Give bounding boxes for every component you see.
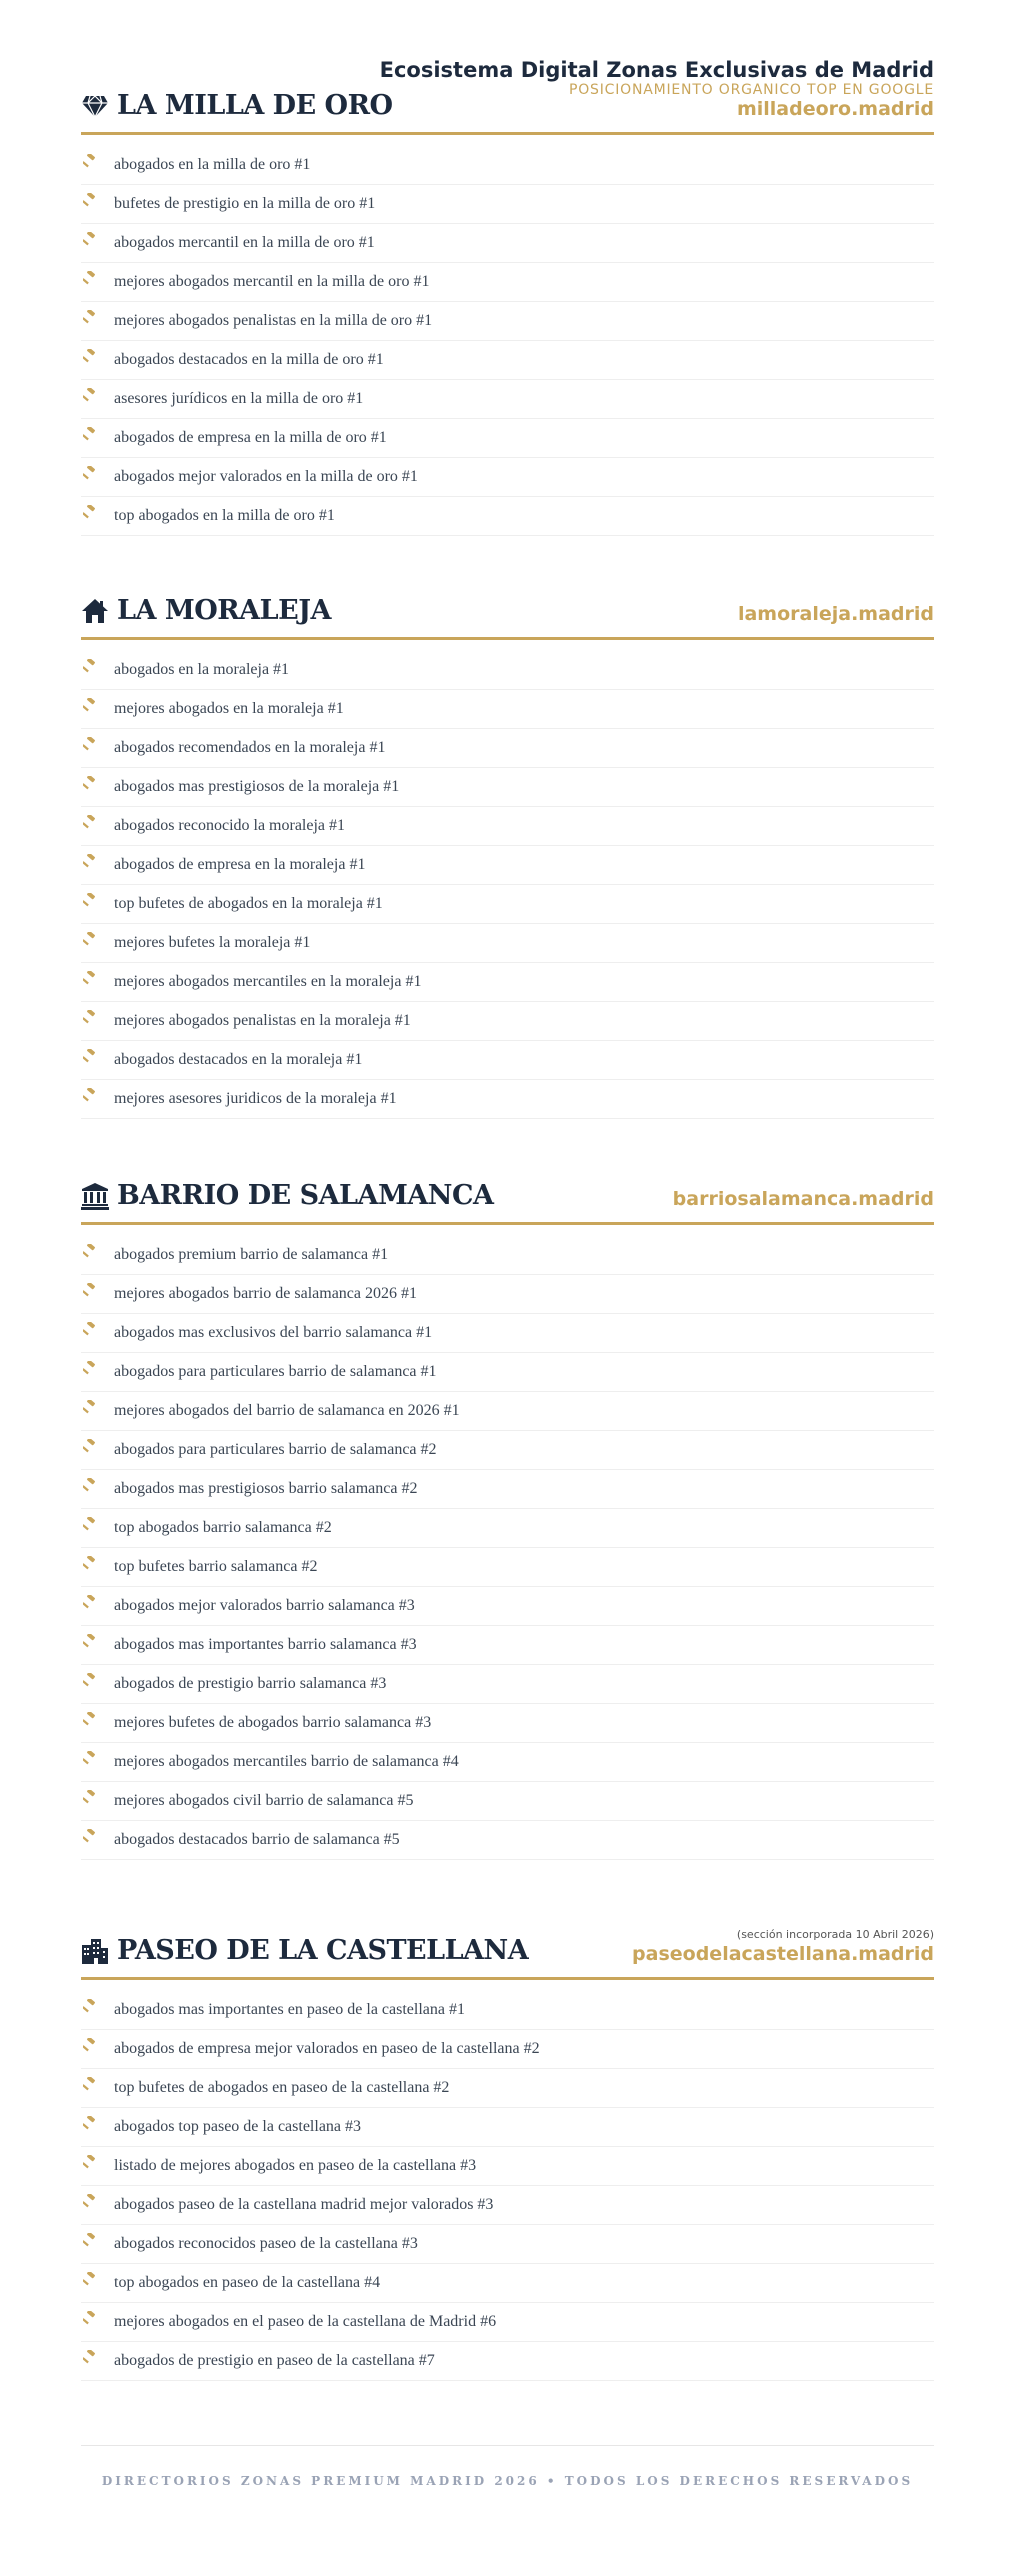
gavel-icon [83,659,97,673]
list-item [81,263,934,302]
list-item [81,846,934,885]
gavel-icon [83,388,97,402]
section-title [81,90,393,121]
list-item [81,224,934,263]
keyword-text: abogados paseo de la castellana madrid mejor valorados #3 [114,2196,494,2213]
list-item [81,963,934,1002]
list-item [81,1353,934,1392]
gavel-icon [83,154,97,168]
section-milla-de-oro [81,50,934,536]
gavel-icon [83,1751,97,1765]
keyword-text: top bufetes de abogados en la moraleja #1 [114,895,383,912]
keyword-text: mejores asesores juridicos de la moraleja #1 [114,1090,397,1107]
gavel-icon [83,2194,97,2208]
keyword-text: mejores abogados penalistas en la moraleja #1 [114,1012,411,1029]
list-item [81,1080,934,1119]
list-item [81,1626,934,1665]
keyword-text: top abogados barrio salamanca #2 [114,1519,332,1536]
section-header [81,1145,934,1225]
keyword-text: abogados destacados en la moraleja #1 [114,1051,363,1068]
gavel-icon [83,815,97,829]
gavel-icon [83,1322,97,1336]
keyword-text: abogados reconocido la moraleja #1 [114,817,346,834]
gavel-icon [83,1283,97,1297]
list-item [81,1509,934,1548]
keyword-text: abogados destacados barrio de salamanca #5 [114,1831,400,1848]
section-paseo-de-la-castellana [81,1900,934,2381]
keyword-text: bufetes de prestigio en la milla de oro #1 [114,195,376,212]
section-note: (sección incorporada 10 Abril 2026) [736,1928,934,1941]
keyword-text: abogados destacados en la milla de oro #1 [114,351,384,368]
list-item [81,885,934,924]
gavel-icon [83,1999,97,2013]
section-domain-link[interactable]: lamoraleja.madrid [737,603,934,625]
section-name: BARRIO DE SALAMANCA [117,1180,494,1211]
list-item [81,2186,934,2225]
gavel-icon [83,193,97,207]
site-title: Ecosistema Digital Zonas Exclusivas de Madrid [379,58,934,82]
landmark-icon [81,1182,109,1210]
site-subtitle: POSICIONAMIENTO ORGANICO TOP EN GOOGLE [568,82,934,98]
keyword-text: abogados recomendados en la moraleja #1 [114,739,386,756]
gavel-icon [83,349,97,363]
keyword-text: abogados de empresa en la milla de oro #1 [114,429,387,446]
list-item [81,1665,934,1704]
gavel-icon [83,232,97,246]
list-item [81,1314,934,1353]
keyword-text: mejores abogados barrio de salamanca 2026 #1 [114,1285,418,1302]
gavel-icon [83,1829,97,1843]
keyword-text: mejores abogados del barrio de salamanca en 2026 #1 [114,1402,460,1419]
keyword-text: top bufetes barrio salamanca #2 [114,1558,318,1575]
section-domain-link[interactable]: paseodelacastellana.madrid [632,1943,934,1965]
keyword-text: abogados mercantil en la milla de oro #1 [114,234,375,251]
gavel-icon [83,2116,97,2130]
footer-divider [81,2445,934,2446]
gavel-icon [83,310,97,324]
keyword-text: mejores abogados mercantiles barrio de salamanca #4 [114,1753,459,1770]
keyword-text: abogados mas exclusivos del barrio salamanca #1 [114,1324,433,1341]
list-item [81,1548,934,1587]
section-header-right [632,1928,934,1965]
list-item [81,2225,934,2264]
list-item [81,807,934,846]
keyword-text: abogados reconocidos paseo de la castellana #3 [114,2235,418,2252]
gavel-icon [83,1244,97,1258]
list-item [81,185,934,224]
gavel-icon [83,427,97,441]
keyword-text: mejores abogados penalistas en la milla de oro #1 [114,312,433,329]
section-header [81,50,934,135]
list-item [81,2030,934,2069]
keyword-text: abogados de prestigio en paseo de la castellana #7 [114,2352,435,2369]
gavel-icon [83,971,97,985]
keyword-text: mejores abogados mercantil en la milla de oro #1 [114,273,430,290]
section-domain-link[interactable]: milladeoro.madrid [736,98,934,120]
home-icon [81,597,109,625]
list-item [81,1275,934,1314]
gavel-icon [83,1634,97,1648]
section-title [81,1935,528,1966]
section-la-moraleja [81,560,934,1119]
section-title [81,1180,493,1211]
keyword-text: abogados de prestigio barrio salamanca #3 [114,1675,387,1692]
list-item [81,729,934,768]
keyword-text: mejores abogados mercantiles en la moraleja #1 [114,973,422,990]
gavel-icon [83,698,97,712]
keyword-text: abogados mejor valorados barrio salamanca #3 [114,1597,415,1614]
keyword-text: abogados para particulares barrio de salamanca #1 [114,1363,437,1380]
keyword-text: abogados para particulares barrio de salamanca #2 [114,1441,437,1458]
gavel-icon [83,2077,97,2091]
keyword-text: mejores abogados en el paseo de la castellana de Madrid #6 [114,2313,497,2330]
list-item [81,380,934,419]
list-item [81,2264,934,2303]
section-name: LA MORALEJA [117,595,331,626]
gavel-icon [83,1517,97,1531]
list-item [81,2303,934,2342]
keyword-text: abogados mas prestigiosos de la moraleja #1 [114,778,400,795]
section-header-right [673,1188,934,1210]
keyword-text: listado de mejores abogados en paseo de la castellana #3 [114,2157,477,2174]
list-item [81,1002,934,1041]
list-item [81,302,934,341]
list-item [81,341,934,380]
keyword-text: mejores abogados civil barrio de salamanca #5 [114,1792,414,1809]
keyword-text: top abogados en paseo de la castellana #4 [114,2274,381,2291]
list-item [81,924,934,963]
list-item [81,2069,934,2108]
keyword-text: mejores bufetes la moraleja #1 [114,934,311,951]
section-title [81,595,331,626]
gavel-icon [83,2155,97,2169]
section-header-right [380,58,934,120]
gavel-icon [83,1439,97,1453]
gavel-icon [83,1712,97,1726]
list-item [81,1743,934,1782]
list-item [81,768,934,807]
list-item [81,1782,934,1821]
keyword-text: abogados en la moraleja #1 [114,661,290,678]
gavel-icon [83,1010,97,1024]
list-item [81,1470,934,1509]
list-item [81,1704,934,1743]
footer-text: DIRECTORIOS ZONAS PREMIUM MADRID 2026 • TODOS LOS DERECHOS RESERVADOS [101,2474,914,2488]
keyword-text: top bufetes de abogados en paseo de la castellana #2 [114,2079,450,2096]
keyword-text: abogados mejor valorados en la milla de oro #1 [114,468,418,485]
gavel-icon [83,1361,97,1375]
keyword-text: asesores jurídicos en la milla de oro #1 [114,390,364,407]
gavel-icon [83,932,97,946]
gavel-icon [83,466,97,480]
gavel-icon [83,2038,97,2052]
list-item [81,2342,934,2381]
gavel-icon [83,271,97,285]
list-item [81,419,934,458]
gavel-icon [83,2233,97,2247]
keyword-text: top abogados en la milla de oro #1 [114,507,335,524]
gavel-icon [83,737,97,751]
list-item [81,1041,934,1080]
keyword-text: abogados mas importantes en paseo de la castellana #1 [114,2001,465,2018]
gavel-icon [83,2350,97,2364]
gavel-icon [83,2272,97,2286]
gavel-icon [83,505,97,519]
list-item [81,651,934,690]
section-barrio-de-salamanca [81,1145,934,1860]
keyword-text: mejores abogados en la moraleja #1 [114,700,344,717]
gavel-icon [83,1049,97,1063]
keyword-list [81,640,934,1119]
list-item [81,497,934,536]
gavel-icon [83,1478,97,1492]
section-domain-link[interactable]: barriosalamanca.madrid [672,1188,934,1210]
list-item [81,690,934,729]
gavel-icon [83,854,97,868]
section-header [81,1900,934,1980]
list-item [81,1431,934,1470]
keyword-list [81,1225,934,1860]
gavel-icon [83,1400,97,1414]
list-item [81,458,934,497]
keyword-text: abogados mas prestigiosos barrio salamanca #2 [114,1480,418,1497]
keyword-list [81,1980,934,2381]
section-header-right [738,603,934,625]
list-item [81,2147,934,2186]
gavel-icon [83,893,97,907]
gavel-icon [83,1790,97,1804]
keyword-text: mejores bufetes de abogados barrio salamanca #3 [114,1714,432,1731]
gavel-icon [83,1595,97,1609]
list-item [81,1392,934,1431]
list-item [81,1821,934,1860]
gavel-icon [83,776,97,790]
section-name: LA MILLA DE ORO [117,90,393,121]
list-item [81,146,934,185]
gavel-icon [83,1556,97,1570]
section-header [81,560,934,640]
list-item [81,1587,934,1626]
section-name: PASEO DE LA CASTELLANA [117,1935,529,1966]
keyword-text: abogados premium barrio de salamanca #1 [114,1246,389,1263]
city-icon [81,1937,109,1965]
keyword-list [81,135,934,536]
keyword-text: abogados top paseo de la castellana #3 [114,2118,362,2135]
keyword-text: abogados de empresa en la moraleja #1 [114,856,366,873]
keyword-text: abogados de empresa mejor valorados en paseo de la castellana #2 [114,2040,540,2057]
keyword-text: abogados en la milla de oro #1 [114,156,311,173]
gem-icon [81,92,109,120]
gavel-icon [83,2311,97,2325]
list-item [81,2108,934,2147]
list-item [81,1236,934,1275]
list-item [81,1991,934,2030]
keyword-text: abogados mas importantes barrio salamanca #3 [114,1636,417,1653]
gavel-icon [83,1088,97,1102]
gavel-icon [83,1673,97,1687]
